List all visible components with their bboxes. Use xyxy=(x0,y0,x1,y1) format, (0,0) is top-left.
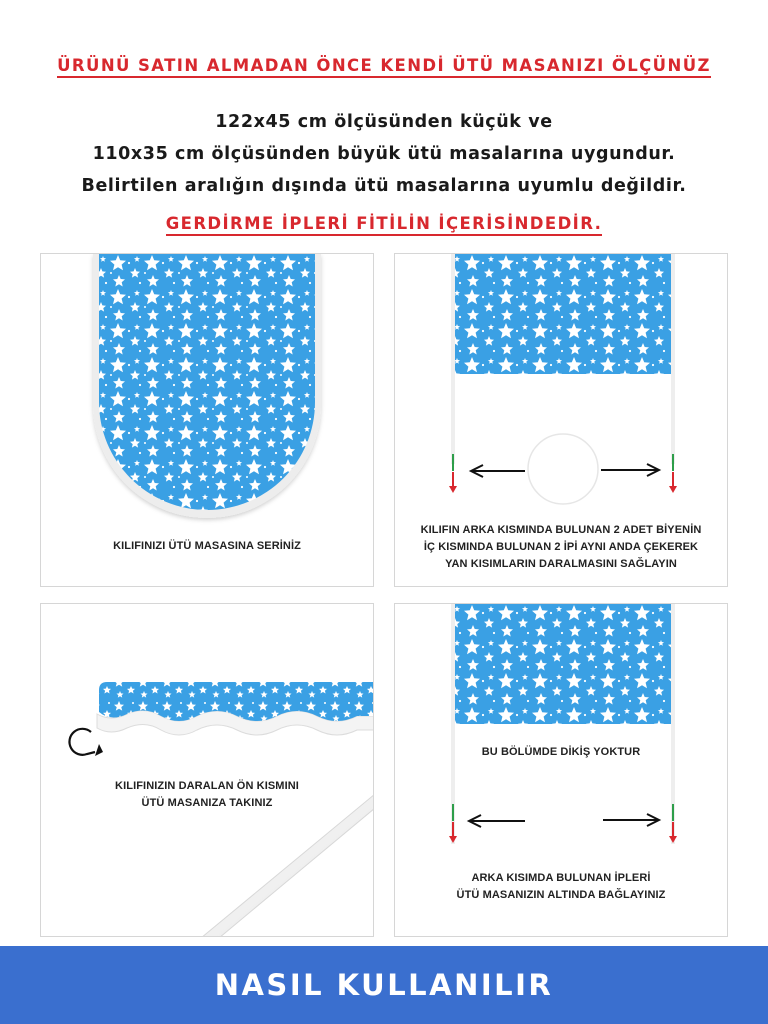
arrow-right-icon xyxy=(601,464,659,476)
step-2-caption-line-1: KILIFIN ARKA KISMINDA BULUNAN 2 ADET BİYENİN xyxy=(420,524,702,536)
size-line-2: 110x35 cm ölçüsünden büyük ütü masalarına uygundur. xyxy=(92,144,676,164)
arrow-left-icon xyxy=(469,815,525,827)
no-seam-note-text: BU BÖLÜMDE DİKİŞ YOKTUR xyxy=(481,746,641,758)
star-pattern-fabric xyxy=(455,254,671,374)
size-info xyxy=(0,106,768,202)
footer-banner xyxy=(0,946,768,1024)
no-seam-note xyxy=(395,744,727,761)
step-2-caption-line-3: YAN KISIMLARIN DARALMASINI SAĞLAYIN xyxy=(445,558,677,570)
attach-front-illustration xyxy=(41,604,374,937)
footer-title: NASIL KULLANILIR xyxy=(214,968,554,1002)
star-pattern-fabric xyxy=(455,604,671,724)
cord-left xyxy=(449,454,457,493)
step-2-caption-line-2: İÇ KISMINDA BULUNAN 2 İPİ AYNI ANDA ÇEKEREK xyxy=(423,541,699,553)
step-2-caption xyxy=(395,522,727,573)
step-3-caption-line-2: ÜTÜ MASANIZA TAKINIZ xyxy=(141,797,273,809)
step-panel-pull-cords xyxy=(394,253,728,587)
size-line-1: 122x45 cm ölçüsünden küçük ve xyxy=(215,112,553,132)
cord-right xyxy=(669,804,677,843)
step-panel-attach-front xyxy=(40,603,374,937)
step-panel-tie-cords xyxy=(394,603,728,937)
step-1-caption-line-1: KILIFINIZI ÜTÜ MASASINA SERİNİZ xyxy=(113,540,301,552)
warning-heading-text: ÜRÜNÜ SATIN ALMADAN ÖNCE KENDİ ÜTÜ MASANIZI ÖLÇÜNÜZ xyxy=(57,56,711,78)
rotate-arrow-icon xyxy=(69,729,103,756)
cord-warning-text: GERDİRME İPLERİ FİTİLİN İÇERİSİNDEDİR. xyxy=(166,214,603,236)
arrow-left-icon xyxy=(471,465,525,477)
size-line-3: Belirtilen aralığın dışında ütü masalarına uyumlu değildir. xyxy=(81,176,687,196)
cord-right xyxy=(669,454,677,493)
step-1-caption xyxy=(41,538,373,555)
step-3-caption-line-1: KILIFINIZIN DARALAN ÖN KISMINI xyxy=(115,780,299,792)
cord-left xyxy=(449,804,457,843)
warning-heading xyxy=(0,56,768,75)
step-4-caption-line-1: ARKA KISIMDA BULUNAN İPLERİ xyxy=(471,872,651,884)
step-3-caption xyxy=(41,778,373,812)
cord-warning xyxy=(0,214,768,233)
step-4-caption-line-2: ÜTÜ MASANIZIN ALTINDA BAĞLAYINIZ xyxy=(456,889,666,901)
step-4-caption xyxy=(395,870,727,904)
arrow-right-icon xyxy=(603,814,659,826)
step-panel-spread xyxy=(40,253,374,587)
star-pattern-fabric xyxy=(99,254,315,510)
